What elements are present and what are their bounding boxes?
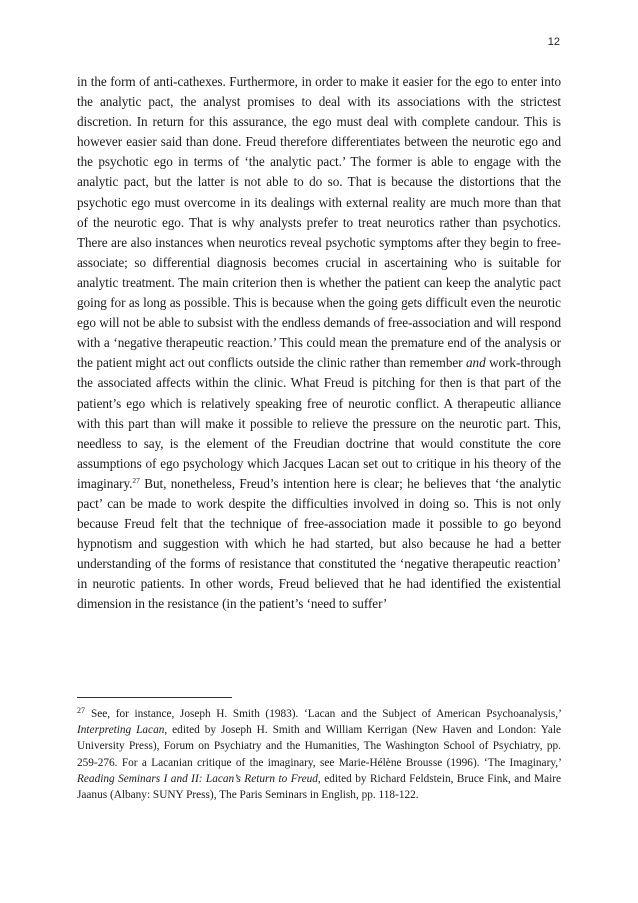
body-text-segment-1: in the form of anti-cathexes. Furthermore, in order to make it easier for the ego to enter into the analytic pact, the analyst promises to deal with its associations with the strictest discretion. In return for this assurance, the ego must deal with complete candour. This is however easier said than done. Freud therefore differentiates between the neurotic ego and the psychotic ego in terms of ‘the analytic pact.’ The former is able to engage with the analytic pact, but the latter is not able to do so. That is because the distortions that the psychotic ego must overcome in its dealings with external reality are much more than that of the neurotic ego. That is why analysts prefer to treat neurotics rather than psychotics. There are also instances when neurotics reveal psychotic symptoms after they begin to free-associate; so differential diagnosis becomes crucial in ascertaining who is suitable for analytic treatment. The main criterion then is whether the patient can keep the analytic pact going for as long as possible. This is because when the going gets difficult even the neurotic ego will not be able to subsist with the endless demands of free-association and will respond with a ‘negative therapeutic reaction.’ This could mean the premature end of the analysis or the patient might act out conflicts outside the clinic rather than remember xyxy=(77,74,561,371)
footnote-separator xyxy=(77,697,232,698)
footnote-title-interpreting-lacan: Interpreting Lacan xyxy=(77,724,165,737)
footnote-reference[interactable]: 27 xyxy=(132,475,140,485)
emphasis-and: and xyxy=(465,355,486,371)
footnote xyxy=(77,706,561,803)
footnote-text-3: , edited by Richard Feldstein, Bruce Fink, and Maire Jaanus (Albany: SUNY Press), The Paris Seminars in English, pp. 118-122. xyxy=(77,772,562,802)
body-paragraph xyxy=(77,72,561,615)
footnote-text-2: , edited by Joseph H. Smith and William Kerrigan (New Haven and London: Yale University Press), Forum on Psychiatry and the Humanities, The Washington School of Psychiatry, pp. 259-276. For a Lacanian critique of the imaginary, see Marie-Hélène Brousse (1996). ‘The Imaginary,’ xyxy=(77,724,561,769)
footnote-text-1: See, for instance, Joseph H. Smith (1983). ‘Lacan and the Subject of American Psychoanalysis,’ xyxy=(91,708,561,720)
footnote-title-reading-seminars: Reading Seminars I and II: Lacan’s Return to Freud xyxy=(77,772,318,785)
body-text-segment-2: work-through the associated affects within the clinic. What Freud is pitching for then is that part of the patient’s ego which is relatively speaking free of neurotic conflict. A therapeutic alliance with this part than will make it possible to relieve the pressure on the neurotic part. This, needless to say, is the element of the Freudian doctrine that would constitute the core assumptions of ego psychology which Jacques Lacan set out to critique in his theory of the imaginary. xyxy=(77,355,561,491)
page-number: 12 xyxy=(547,36,560,48)
footnote-number: 27 xyxy=(77,706,85,715)
body-text-segment-3: But, nonetheless, Freud’s intention here is clear; he believes that ‘the analytic pact’ can be made to work despite the difficulties involved in doing so. This is not only because Freud felt that the technique of free-association made it possible to go beyond hypnotism and suggestion with which he had started, but also because he had a better understanding of the forms of resistance that constituted the ‘negative therapeutic reaction’ in neurotic patients. In other words, Freud believed that he had identified the existential dimension in the resistance (in the patient’s ‘need to suffer’ xyxy=(77,475,561,612)
